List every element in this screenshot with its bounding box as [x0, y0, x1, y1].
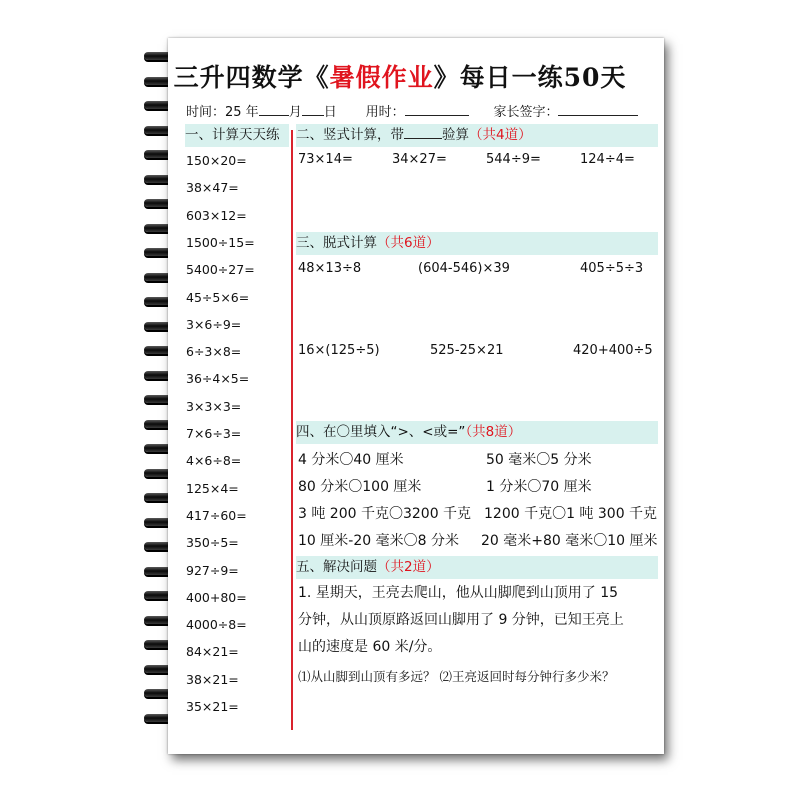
section3-count: （共6道）	[377, 235, 440, 251]
compare-problem: 1 分米〇70 厘米	[486, 479, 592, 495]
word-problem-line: 1. 星期天，王亮去爬山，他从山脚爬到山顶用了 15	[298, 585, 619, 601]
duration-label: 用时：	[365, 105, 405, 120]
compare-problem: 4 分米〇40 厘米	[298, 452, 404, 468]
practice-item: 150×20=	[186, 153, 247, 168]
time-label: 时间：25 年	[186, 105, 259, 120]
compare-problem: 1200 千克〇1 吨 300 千克	[484, 506, 658, 522]
step-problem: 525-25×21	[430, 343, 504, 358]
practice-item: 3×6÷9=	[186, 316, 242, 332]
section4-header	[296, 421, 658, 444]
page-title	[0, 58, 800, 94]
step-problem: 48×13÷8	[298, 261, 362, 276]
step-problem: (604-546)×39	[418, 261, 510, 276]
practice-item: 3×3×3=	[186, 398, 242, 414]
compare-problem: 3 吨 200 千克〇3200 千克	[298, 506, 472, 522]
step-problem: 420+400÷5	[573, 343, 653, 358]
practice-item: 417÷60=	[186, 507, 247, 523]
title-suffix: 》每日一练50天	[433, 63, 627, 92]
section2-count: （共4道）	[469, 127, 532, 143]
section2-header	[296, 124, 658, 147]
vertical-problem: 124÷4=	[580, 152, 635, 167]
section5-count: （共2道）	[377, 559, 440, 575]
practice-item: 1500÷15=	[186, 234, 255, 250]
header-row	[186, 101, 661, 120]
step-problem: 405÷5÷3	[580, 261, 644, 276]
section3-title: 三、脱式计算	[296, 235, 377, 251]
vertical-problem: 544÷9=	[486, 152, 541, 167]
section5-header	[296, 556, 658, 579]
compare-problem: 80 分米〇100 厘米	[298, 479, 422, 495]
practice-item: 36÷4×5=	[186, 371, 250, 387]
margin-line	[291, 130, 293, 730]
section2-blank	[404, 125, 442, 139]
practice-item: 84×21=	[186, 644, 239, 660]
word-problem-line: 山的速度是 60 米/分。	[298, 639, 442, 655]
compare-problem: 10 厘米-20 毫米〇8 分米	[298, 533, 459, 549]
word-problem	[298, 580, 660, 661]
practice-item: 4×6÷8=	[186, 453, 242, 469]
day-blank[interactable]	[302, 103, 324, 116]
compare-problem: 20 毫米+80 毫米〇10 厘米	[481, 533, 658, 549]
step-problem: 16×(125÷5)	[298, 343, 380, 358]
month-blank[interactable]	[259, 103, 289, 116]
word-problem-questions: ⑴从山脚到山顶有多远？ ⑵王亮返回时每分钟行多少米？	[298, 669, 615, 684]
section3-header	[296, 232, 658, 255]
title-prefix: 三升四数学《	[173, 63, 330, 92]
month-label: 月	[288, 105, 302, 120]
section4-count: （共8道）	[465, 424, 522, 440]
compare-problem: 50 毫米〇5 分米	[486, 452, 592, 468]
duration-blank[interactable]	[405, 103, 469, 116]
practice-item: 5400÷27=	[186, 262, 255, 278]
practice-item: 38×21=	[186, 671, 239, 687]
practice-item: 45÷5×6=	[186, 289, 250, 305]
practice-item: 603×12=	[186, 207, 247, 223]
vertical-problem: 34×27=	[392, 152, 447, 167]
practice-item: 38×47=	[186, 180, 239, 196]
section2-title-b: 验算	[442, 127, 469, 143]
practice-item: 125×4=	[186, 480, 239, 496]
practice-item: 7×6÷3=	[186, 426, 242, 441]
practice-item: 927÷9=	[186, 562, 239, 578]
parent-signature-blank[interactable]	[558, 103, 638, 116]
practice-item: 6÷3×8=	[186, 344, 242, 360]
title-highlight: 暑假作业	[329, 63, 434, 92]
parent-signature-label: 家长签字：	[493, 105, 559, 120]
day-label: 日	[323, 105, 337, 120]
practice-item: 4000÷8=	[186, 617, 247, 633]
section4-title: 四、在〇里填入“>、<或=”	[296, 424, 466, 440]
vertical-problem: 73×14=	[298, 152, 353, 167]
practice-item: 350÷5=	[186, 535, 239, 551]
section5-title: 五、解决问题	[296, 559, 377, 575]
section1-title: 一、计算天天练	[185, 127, 280, 143]
section1-header	[185, 124, 289, 147]
section2-title-a: 二、竖式计算，带	[296, 127, 404, 143]
practice-item: 400+80=	[186, 589, 247, 605]
word-problem-line: 分钟，从山顶原路返回山脚用了 9 分钟，已知王亮上	[298, 612, 624, 628]
practice-item: 35×21=	[186, 699, 239, 714]
